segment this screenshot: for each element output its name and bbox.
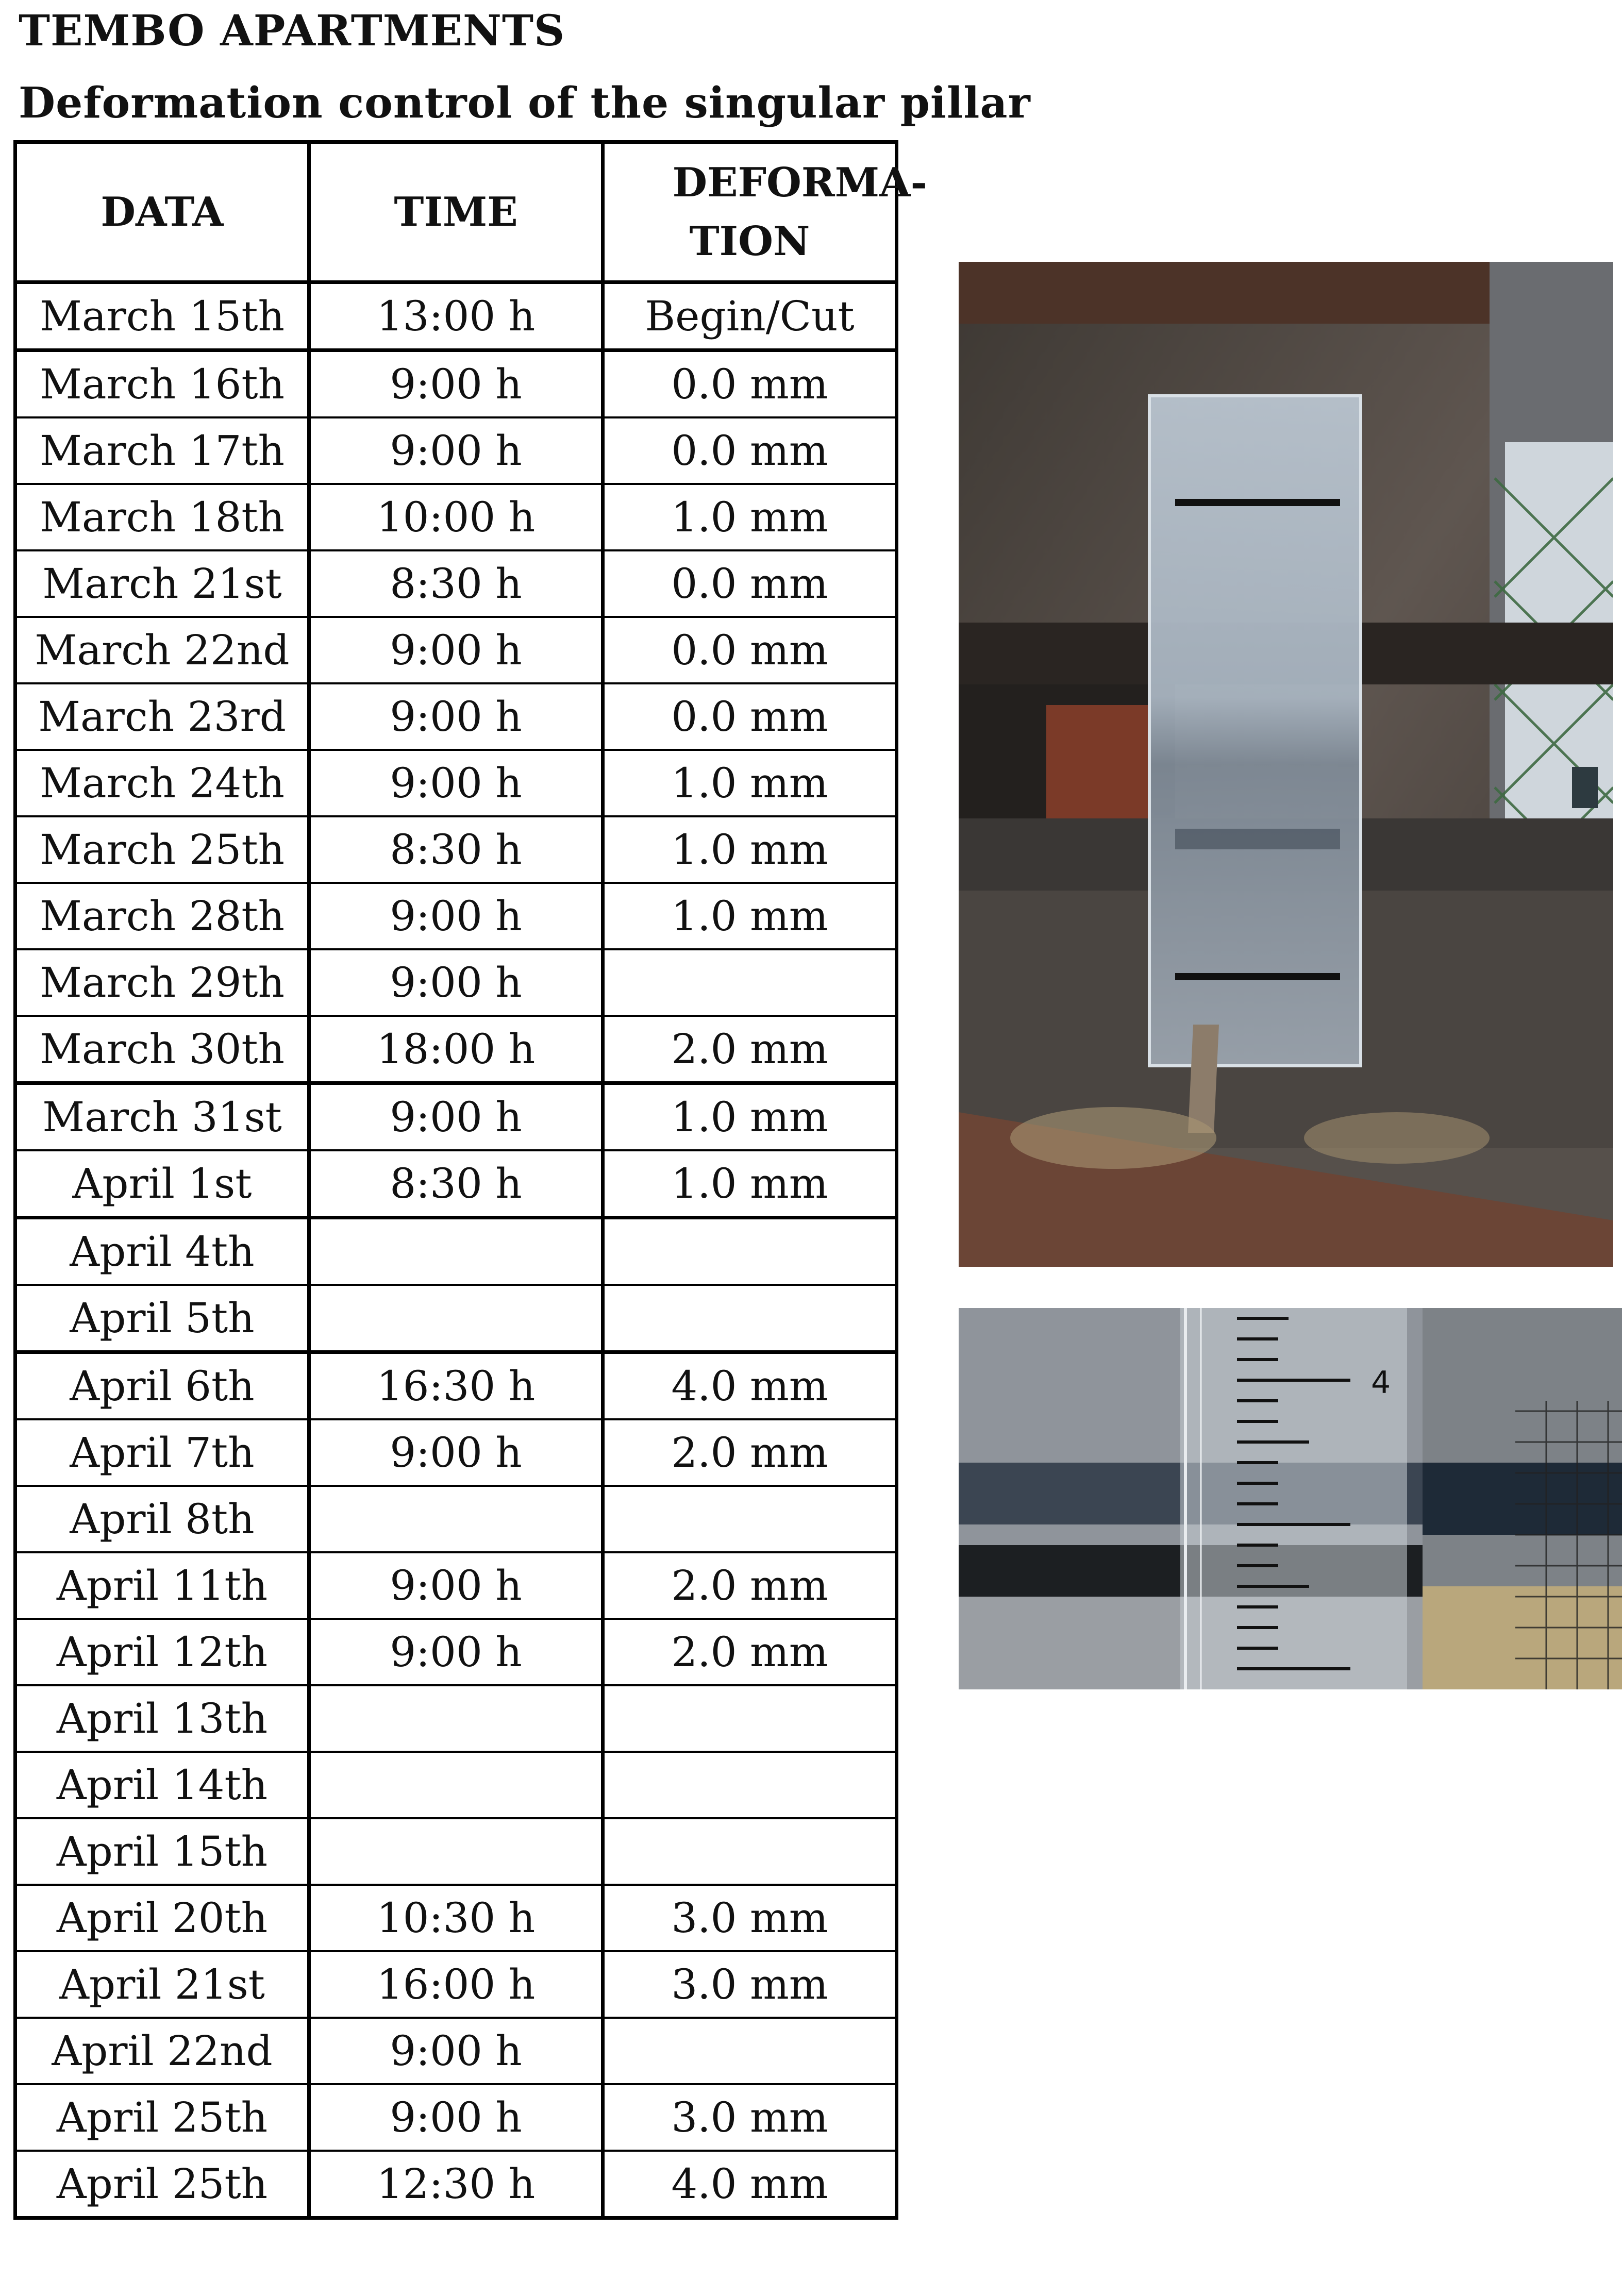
cell-deformation: 1.0 mm: [603, 816, 897, 883]
ruler-closeup-image: [959, 1308, 1622, 1689]
ruler-label: 4: [1371, 1365, 1391, 1401]
cell-date: March 31st: [15, 1083, 309, 1151]
cell-date: March 17th: [15, 417, 309, 484]
cell-deformation: [603, 949, 897, 1016]
cell-time: [309, 1818, 603, 1885]
cell-time: 8:30 h: [309, 1150, 603, 1218]
cell-time: [309, 1685, 603, 1752]
cell-deformation: 0.0 mm: [603, 350, 897, 418]
table-row: [15, 816, 897, 883]
table-row: [15, 1685, 897, 1752]
cell-time: 8:30 h: [309, 550, 603, 617]
cell-date: March 28th: [15, 883, 309, 949]
cell-time: 12:30 h: [309, 2151, 603, 2218]
cell-time: 9:00 h: [309, 1419, 603, 1486]
table-row: [15, 350, 897, 418]
cell-deformation: 1.0 mm: [603, 883, 897, 949]
cell-time: [309, 1486, 603, 1552]
table-row: [15, 1619, 897, 1685]
cell-date: March 25th: [15, 816, 309, 883]
table-row: [15, 417, 897, 484]
cell-deformation: [603, 1285, 897, 1352]
pillar-strain-gauge-image: [959, 262, 1613, 1267]
document-title: TEMBO APARTMENTS: [19, 6, 565, 56]
cell-deformation: 0.0 mm: [603, 550, 897, 617]
table-row: [15, 949, 897, 1016]
cell-time: 8:30 h: [309, 816, 603, 883]
cell-deformation: 0.0 mm: [603, 417, 897, 484]
table-row: [15, 1218, 897, 1285]
cell-date: March 21st: [15, 550, 309, 617]
deformation-table: [13, 140, 927, 2220]
cell-time: 9:00 h: [309, 417, 603, 484]
cell-date: April 25th: [15, 2151, 309, 2218]
cell-date: April 21st: [15, 1951, 309, 2018]
cell-date: April 12th: [15, 1619, 309, 1685]
cell-date: April 6th: [15, 1352, 309, 1420]
table-row: [15, 1150, 897, 1218]
cell-deformation: 1.0 mm: [603, 484, 897, 550]
table-row: [15, 2084, 897, 2151]
table-row: [15, 1752, 897, 1818]
cell-time: 9:00 h: [309, 750, 603, 816]
cell-deformation: 0.0 mm: [603, 683, 897, 750]
table-row: [15, 2151, 897, 2218]
table-row: [15, 484, 897, 550]
cell-time: 16:30 h: [309, 1352, 603, 1420]
cell-deformation: 0.0 mm: [603, 617, 897, 683]
cell-deformation: [603, 1486, 897, 1552]
table-row: [15, 282, 897, 350]
table-row: [15, 1552, 897, 1619]
cell-time: 9:00 h: [309, 617, 603, 683]
table-row: [15, 1352, 897, 1420]
cell-time: [309, 1218, 603, 1285]
table-row: [15, 1083, 897, 1151]
column-header-deformation: [603, 142, 927, 282]
cell-date: April 8th: [15, 1486, 309, 1552]
cell-time: 9:00 h: [309, 683, 603, 750]
cell-date: March 29th: [15, 949, 309, 1016]
cell-date: April 4th: [15, 1218, 309, 1285]
cell-date: April 5th: [15, 1285, 309, 1352]
cell-time: 10:30 h: [309, 1885, 603, 1951]
cell-date: April 15th: [15, 1818, 309, 1885]
table-row: [15, 683, 897, 750]
cell-deformation: 1.0 mm: [603, 1150, 897, 1218]
cell-time: [309, 1752, 603, 1818]
table-row: [15, 1285, 897, 1352]
cell-date: March 16th: [15, 350, 309, 418]
cell-deformation: [603, 1685, 897, 1752]
table-row: [15, 883, 897, 949]
cell-date: March 15th: [15, 282, 309, 350]
table-row: [15, 1419, 897, 1486]
table-row: [15, 750, 897, 816]
cell-deformation: [603, 2018, 897, 2084]
cell-time: [309, 1285, 603, 1352]
cell-time: 9:00 h: [309, 949, 603, 1016]
cell-deformation: [603, 1218, 897, 1285]
cell-time: 9:00 h: [309, 350, 603, 418]
document-subtitle: Deformation control of the singular pillar: [19, 78, 1031, 128]
cell-deformation: 1.0 mm: [603, 1083, 897, 1151]
cell-date: April 1st: [15, 1150, 309, 1218]
cell-deformation: 2.0 mm: [603, 1552, 897, 1619]
cell-date: April 20th: [15, 1885, 309, 1951]
cell-time: 13:00 h: [309, 282, 603, 350]
cell-date: April 7th: [15, 1419, 309, 1486]
gauge-closeup-photo: [959, 1308, 1622, 1689]
pillar-photo: [959, 262, 1613, 1267]
cell-date: March 18th: [15, 484, 309, 550]
cell-date: April 13th: [15, 1685, 309, 1752]
cell-deformation: 2.0 mm: [603, 1619, 897, 1685]
cell-time: 9:00 h: [309, 1083, 603, 1151]
cell-deformation: [603, 1818, 897, 1885]
cell-deformation: 2.0 mm: [603, 1016, 897, 1083]
cell-date: April 14th: [15, 1752, 309, 1818]
table-row: [15, 1016, 897, 1083]
cell-deformation: 4.0 mm: [603, 1352, 897, 1420]
cell-time: 9:00 h: [309, 1619, 603, 1685]
table-row: [15, 1885, 897, 1951]
cell-date: March 23rd: [15, 683, 309, 750]
cell-time: 9:00 h: [309, 2018, 603, 2084]
cell-time: 9:00 h: [309, 883, 603, 949]
table-row: [15, 1486, 897, 1552]
cell-deformation: 1.0 mm: [603, 750, 897, 816]
table-row: [15, 550, 897, 617]
cell-deformation: 3.0 mm: [603, 1951, 897, 2018]
cell-date: April 22nd: [15, 2018, 309, 2084]
table-row: [15, 2018, 897, 2084]
cell-date: March 22nd: [15, 617, 309, 683]
table-row: [15, 1818, 897, 1885]
column-header-time: TIME: [309, 142, 603, 282]
cell-time: 9:00 h: [309, 2084, 603, 2151]
cell-date: March 30th: [15, 1016, 309, 1083]
cell-time: 16:00 h: [309, 1951, 603, 2018]
cell-date: April 11th: [15, 1552, 309, 1619]
cell-deformation: 3.0 mm: [603, 2084, 897, 2151]
column-header-data: DATA: [15, 142, 309, 282]
table-header-row: [15, 142, 897, 282]
cell-time: 9:00 h: [309, 1552, 603, 1619]
cell-deformation: 4.0 mm: [603, 2151, 897, 2218]
table-row: [15, 617, 897, 683]
column-header-deformation-label: DEFORMA- TION: [672, 159, 927, 265]
cell-time: 18:00 h: [309, 1016, 603, 1083]
cell-deformation: 2.0 mm: [603, 1419, 897, 1486]
cell-deformation: Begin/Cut: [603, 282, 897, 350]
table-row: [15, 1951, 897, 2018]
cell-date: April 25th: [15, 2084, 309, 2151]
cell-date: March 24th: [15, 750, 309, 816]
cell-time: 10:00 h: [309, 484, 603, 550]
cell-deformation: [603, 1752, 897, 1818]
cell-deformation: 3.0 mm: [603, 1885, 897, 1951]
